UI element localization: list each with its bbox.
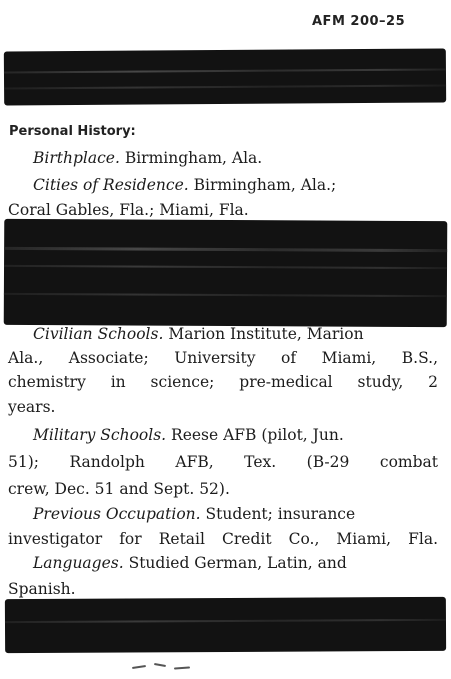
previous-occupation-value: Student; insurance [205,505,356,523]
document-id: AFM 200–25 [312,14,406,29]
civilian-schools-label: Civilian Schools. [33,325,164,343]
page-mark [154,663,166,667]
page-mark [132,665,146,669]
military-schools-label: Military Schools. [33,426,167,444]
cities-of-residence-continued: Coral Gables, Fla.; Miami, Fla. [8,201,249,219]
languages-line [33,552,347,575]
military-schools-line-2: 51); Randolph AFB, Tex. (B-29 combat [8,453,438,471]
section-heading: Personal History: [9,124,136,139]
military-schools-line [33,424,344,447]
redaction-bar-bottom [5,597,446,653]
languages-value: Studied German, Latin, and [128,554,347,572]
civilian-schools-line [33,323,364,346]
cities-of-residence-label: Cities of Residence. [33,176,189,194]
page-mark [174,666,190,669]
previous-occupation-label: Previous Occupation. [33,505,201,523]
birthplace-value: Birmingham, Ala. [124,149,263,167]
redaction-bar-top [4,48,446,105]
birthplace-line [33,147,262,170]
military-schools-value: Reese AFB (pilot, Jun. [171,426,344,444]
languages-line-2: Spanish. [8,580,76,598]
military-schools-line-3: crew, Dec. 51 and Sept. 52). [8,480,230,498]
redaction-bar-middle [4,219,448,327]
previous-occupation-line-2: investigator for Retail Credit Co., Miami, Fla. [8,530,438,548]
cities-of-residence-line [33,174,336,197]
civilian-schools-line-2: Ala., Associate; University of Miami, B.S., [8,349,438,367]
birthplace-label: Birthplace. [33,149,120,167]
cities-of-residence-value: Birmingham, Ala.; [193,176,337,194]
previous-occupation-line [33,503,355,526]
languages-label: Languages. [33,554,124,572]
civilian-schools-line-4: years. [8,398,56,416]
civilian-schools-value: Marion Institute, Marion [168,325,364,343]
civilian-schools-line-3: chemistry in science; pre-medical study, 2 [8,373,438,391]
